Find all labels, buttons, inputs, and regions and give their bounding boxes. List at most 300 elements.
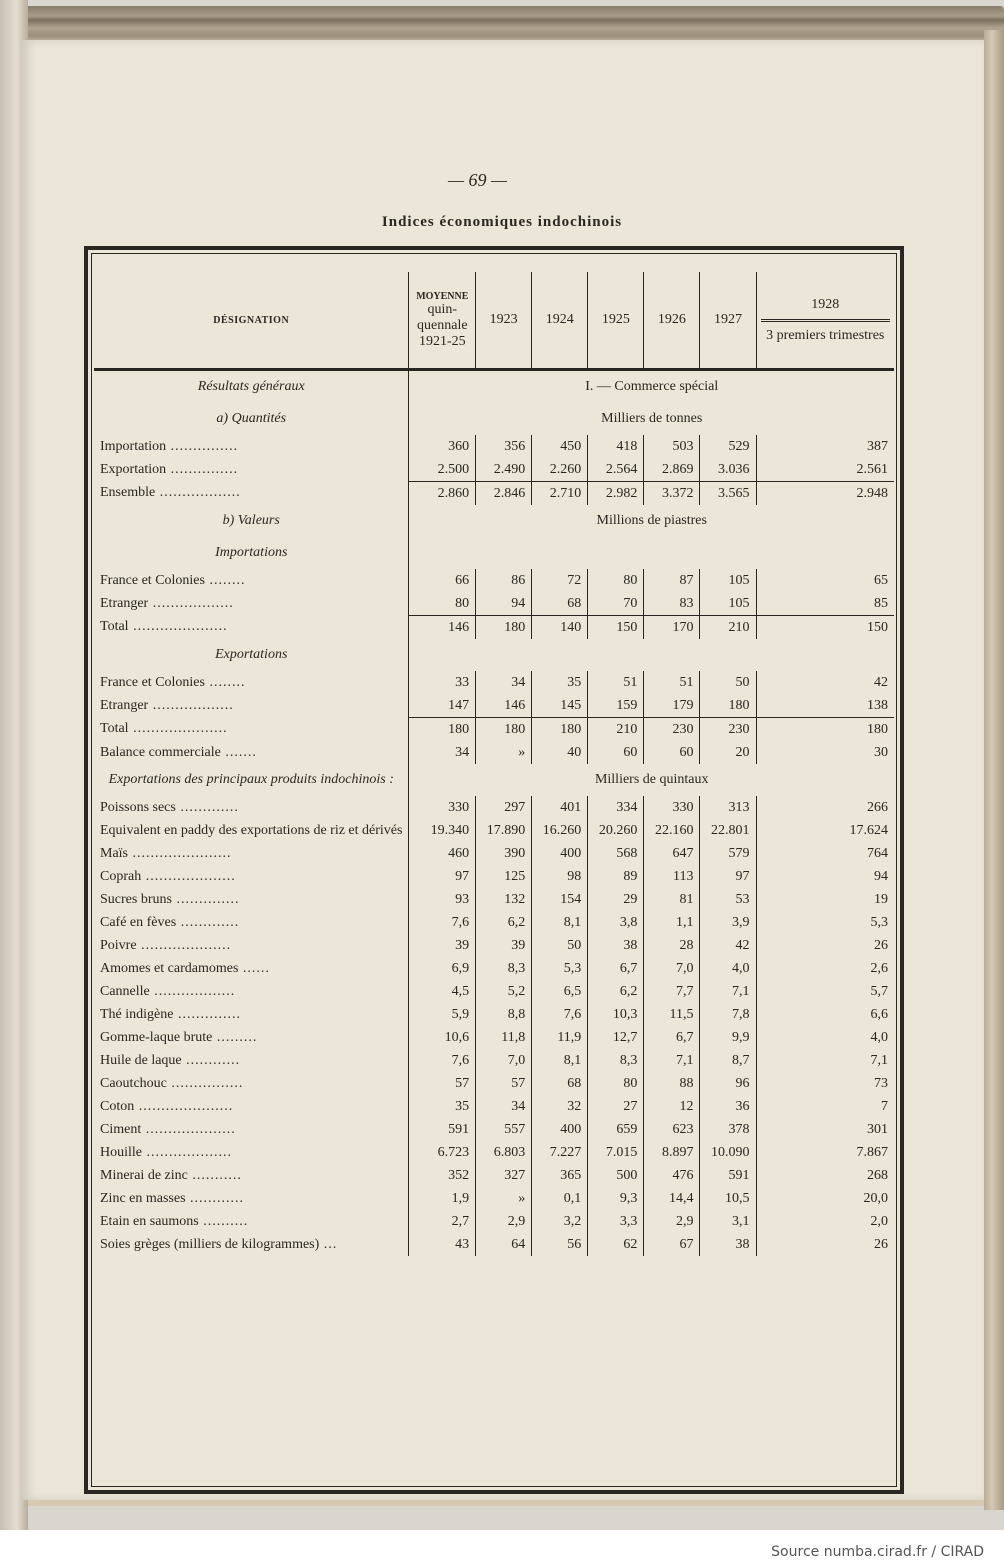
row-label: Etain en saumons .......... bbox=[100, 1213, 249, 1229]
cell-value: 80 bbox=[409, 592, 476, 616]
cell-value: 180 bbox=[532, 718, 588, 742]
cell-value: 140 bbox=[532, 616, 588, 640]
cell-value: 14,4 bbox=[644, 1187, 700, 1210]
dot-leader: ............ bbox=[185, 1190, 245, 1206]
section-label: Exportations des principaux produits indochinois : bbox=[108, 772, 394, 787]
cell-value: 57 bbox=[409, 1072, 476, 1095]
table-row bbox=[94, 616, 894, 640]
cell-value: 27 bbox=[588, 1095, 644, 1118]
cell-value: 50 bbox=[700, 671, 756, 694]
row-label: Equivalent en paddy des exportations de riz et dérivés bbox=[100, 822, 403, 838]
table-row bbox=[94, 694, 894, 718]
cell-value: 97 bbox=[700, 865, 756, 888]
table-row bbox=[94, 957, 894, 980]
cell-value: 330 bbox=[644, 796, 700, 819]
cell-value: 180 bbox=[756, 718, 894, 742]
table-row bbox=[94, 592, 894, 616]
row-label: Balance commerciale ....... bbox=[100, 744, 257, 760]
cell-value: 6,2 bbox=[476, 911, 532, 934]
table-row bbox=[94, 1210, 894, 1233]
cell-value: 401 bbox=[532, 796, 588, 819]
cell-value: 1,9 bbox=[409, 1187, 476, 1210]
dot-leader: .................... bbox=[141, 1121, 236, 1137]
table-row bbox=[94, 819, 894, 842]
table-row bbox=[94, 980, 894, 1003]
cell-value: 94 bbox=[476, 592, 532, 616]
row-label: Total ..................... bbox=[100, 619, 228, 635]
cell-value: 70 bbox=[588, 592, 644, 616]
cell-value: 6,9 bbox=[409, 957, 476, 980]
cell-value: 85 bbox=[756, 592, 894, 616]
cell-value: 62 bbox=[588, 1233, 644, 1256]
header-year: 1925 bbox=[588, 272, 644, 370]
cell-value: 7.867 bbox=[756, 1141, 894, 1164]
row-label: Coton ..................... bbox=[100, 1098, 234, 1114]
cell-value: 2.948 bbox=[756, 482, 894, 506]
cell-value: 72 bbox=[532, 569, 588, 592]
header-year: 1923 bbox=[476, 272, 532, 370]
cell-value: 17.624 bbox=[756, 819, 894, 842]
cell-value: 97 bbox=[409, 865, 476, 888]
cell-value: 73 bbox=[756, 1072, 894, 1095]
cell-value: 352 bbox=[409, 1164, 476, 1187]
row-label: Soies grèges (milliers de kilogrammes) ... bbox=[100, 1236, 338, 1252]
cell-value: 51 bbox=[588, 671, 644, 694]
cell-value: 180 bbox=[700, 694, 756, 718]
cell-value: 503 bbox=[644, 435, 700, 458]
cell-value: 659 bbox=[588, 1118, 644, 1141]
cell-value: 591 bbox=[700, 1164, 756, 1187]
cell-value: 50 bbox=[532, 934, 588, 957]
cell-value: 36 bbox=[700, 1095, 756, 1118]
cell-value: 150 bbox=[756, 616, 894, 640]
cell-value: 301 bbox=[756, 1118, 894, 1141]
cell-value: 65 bbox=[756, 569, 894, 592]
cell-value: 11,9 bbox=[532, 1026, 588, 1049]
dot-leader: ...................... bbox=[128, 845, 232, 861]
dot-leader: ............. bbox=[175, 799, 239, 815]
row-label: France et Colonies ........ bbox=[100, 572, 246, 588]
cell-value: 5,3 bbox=[532, 957, 588, 980]
table-row bbox=[94, 1095, 894, 1118]
cell-value: 12 bbox=[644, 1095, 700, 1118]
cell-value: 34 bbox=[409, 741, 476, 764]
cell-value: » bbox=[476, 741, 532, 764]
cell-value: 170 bbox=[644, 616, 700, 640]
cell-value: 8,7 bbox=[700, 1049, 756, 1072]
cell-value: 7,7 bbox=[644, 980, 700, 1003]
cell-value: 20.260 bbox=[588, 819, 644, 842]
row-label: Thé indigène .............. bbox=[100, 1006, 241, 1022]
section-heading: Millions de piastres bbox=[409, 505, 894, 537]
economic-indices-table bbox=[94, 272, 894, 1256]
header-1928-year: 1928 bbox=[761, 297, 890, 322]
header-row bbox=[94, 272, 894, 370]
cell-value: 2.260 bbox=[532, 458, 588, 482]
cell-value: 93 bbox=[409, 888, 476, 911]
row-label: Sucres bruns .............. bbox=[100, 891, 240, 907]
dot-leader: ........ bbox=[204, 572, 246, 588]
section-label: b) Valeurs bbox=[222, 513, 280, 528]
header-1928-note: 3 premiers trimestres bbox=[766, 327, 885, 343]
cell-value: 2.860 bbox=[409, 482, 476, 506]
cell-value: 66 bbox=[409, 569, 476, 592]
section-label: Importations bbox=[215, 545, 288, 560]
section-commerce bbox=[94, 370, 894, 404]
header-moyenne-l1: MOYENNE bbox=[416, 290, 469, 302]
cell-value: 51 bbox=[644, 671, 700, 694]
row-label: Exportation ............... bbox=[100, 461, 239, 477]
cell-value: 460 bbox=[409, 842, 476, 865]
table-row bbox=[94, 435, 894, 458]
row-label: Gomme-laque brute ......... bbox=[100, 1029, 258, 1045]
row-label: Etranger .................. bbox=[100, 697, 234, 713]
cell-value: 297 bbox=[476, 796, 532, 819]
cell-value: 35 bbox=[409, 1095, 476, 1118]
cell-value: 266 bbox=[756, 796, 894, 819]
cell-value: 5,7 bbox=[756, 980, 894, 1003]
cell-value: 2,9 bbox=[644, 1210, 700, 1233]
cell-value: 34 bbox=[476, 1095, 532, 1118]
cell-value: 67 bbox=[644, 1233, 700, 1256]
cell-value: 2.490 bbox=[476, 458, 532, 482]
cell-value: 98 bbox=[532, 865, 588, 888]
cell-value: 38 bbox=[700, 1233, 756, 1256]
cell-value: 30 bbox=[756, 741, 894, 764]
cell-value: 2.982 bbox=[588, 482, 644, 506]
dot-leader: .................. bbox=[155, 485, 241, 501]
cell-value: 12,7 bbox=[588, 1026, 644, 1049]
page-edge bbox=[984, 30, 1004, 1510]
row-label: Maïs ...................... bbox=[100, 845, 232, 861]
cell-value: 34 bbox=[476, 671, 532, 694]
section-quantites bbox=[94, 403, 894, 435]
dot-leader: ............. bbox=[176, 914, 240, 930]
cell-value: 4,5 bbox=[409, 980, 476, 1003]
cell-value: 568 bbox=[588, 842, 644, 865]
dot-leader: .............. bbox=[171, 891, 240, 907]
cell-value: 60 bbox=[644, 741, 700, 764]
cell-value: 33 bbox=[409, 671, 476, 694]
section-produits bbox=[94, 764, 894, 796]
cell-value: 623 bbox=[644, 1118, 700, 1141]
cell-value: 56 bbox=[532, 1233, 588, 1256]
cell-value: 159 bbox=[588, 694, 644, 718]
cell-value: 579 bbox=[700, 842, 756, 865]
cell-value: 89 bbox=[588, 865, 644, 888]
section-heading: I. — Commerce spécial bbox=[409, 370, 894, 404]
cell-value: 500 bbox=[588, 1164, 644, 1187]
cell-value: 132 bbox=[476, 888, 532, 911]
table-row bbox=[94, 796, 894, 819]
cell-value: 138 bbox=[756, 694, 894, 718]
cell-value: 81 bbox=[644, 888, 700, 911]
cell-value: 22.160 bbox=[644, 819, 700, 842]
cell-value: 0,1 bbox=[532, 1187, 588, 1210]
cell-value: 146 bbox=[476, 694, 532, 718]
cell-value: 2.500 bbox=[409, 458, 476, 482]
cell-value: 3,2 bbox=[532, 1210, 588, 1233]
cell-value: 26 bbox=[756, 1233, 894, 1256]
group-importations bbox=[94, 537, 894, 569]
cell-value: 94 bbox=[756, 865, 894, 888]
cell-value: 10,3 bbox=[588, 1003, 644, 1026]
cell-value: 60 bbox=[588, 741, 644, 764]
dot-leader: ...... bbox=[238, 960, 270, 976]
cell-value: 80 bbox=[588, 1072, 644, 1095]
cell-value: 22.801 bbox=[700, 819, 756, 842]
cell-value: 230 bbox=[644, 718, 700, 742]
cell-value: 230 bbox=[700, 718, 756, 742]
table-row bbox=[94, 934, 894, 957]
cell-value: 3.372 bbox=[644, 482, 700, 506]
cell-value: 8,8 bbox=[476, 1003, 532, 1026]
table-row bbox=[94, 1118, 894, 1141]
cell-value: 6,5 bbox=[532, 980, 588, 1003]
row-label: Poissons secs ............. bbox=[100, 799, 239, 815]
row-label: Total ..................... bbox=[100, 721, 228, 737]
cell-value: 7.227 bbox=[532, 1141, 588, 1164]
dot-leader: ... bbox=[319, 1236, 338, 1252]
cell-value: 313 bbox=[700, 796, 756, 819]
cell-value: 6,7 bbox=[644, 1026, 700, 1049]
cell-value: 57 bbox=[476, 1072, 532, 1095]
table-body bbox=[94, 370, 894, 1257]
table-row bbox=[94, 842, 894, 865]
cell-value: 591 bbox=[409, 1118, 476, 1141]
row-label: Amomes et cardamomes ...... bbox=[100, 960, 270, 976]
dot-leader: .............. bbox=[173, 1006, 241, 1022]
section-label: Exportations bbox=[215, 647, 288, 662]
cell-value: 10,5 bbox=[700, 1187, 756, 1210]
header-year: 1927 bbox=[700, 272, 756, 370]
cell-value: 83 bbox=[644, 592, 700, 616]
cell-value: 42 bbox=[756, 671, 894, 694]
cell-value: 53 bbox=[700, 888, 756, 911]
group-exportations bbox=[94, 639, 894, 671]
cell-value: 7,0 bbox=[644, 957, 700, 980]
cell-value: 29 bbox=[588, 888, 644, 911]
table-row bbox=[94, 741, 894, 764]
cell-value: 5,3 bbox=[756, 911, 894, 934]
cell-value: 8,3 bbox=[588, 1049, 644, 1072]
cell-value: 360 bbox=[409, 435, 476, 458]
dot-leader: ....... bbox=[220, 744, 257, 760]
row-label: Houille ................... bbox=[100, 1144, 232, 1160]
table-row bbox=[94, 1187, 894, 1210]
cell-value: 529 bbox=[700, 435, 756, 458]
table-row bbox=[94, 1003, 894, 1026]
cell-value: 365 bbox=[532, 1164, 588, 1187]
cell-value: 17.890 bbox=[476, 819, 532, 842]
cell-value: 268 bbox=[756, 1164, 894, 1187]
row-label: Huile de laque ............ bbox=[100, 1052, 241, 1068]
cell-value: 10,6 bbox=[409, 1026, 476, 1049]
table-row bbox=[94, 1164, 894, 1187]
cell-value: 3,8 bbox=[588, 911, 644, 934]
cell-value: 2.561 bbox=[756, 458, 894, 482]
cell-value: 3.565 bbox=[700, 482, 756, 506]
cell-value: 2.869 bbox=[644, 458, 700, 482]
cell-value: 180 bbox=[476, 718, 532, 742]
cell-value: 39 bbox=[409, 934, 476, 957]
cell-value: 557 bbox=[476, 1118, 532, 1141]
row-label: Ciment .................... bbox=[100, 1121, 236, 1137]
cell-value: 180 bbox=[409, 718, 476, 742]
cell-value: 9,3 bbox=[588, 1187, 644, 1210]
row-label: Minerai de zinc ........... bbox=[100, 1167, 242, 1183]
header-year: 1924 bbox=[532, 272, 588, 370]
cell-value: 7.015 bbox=[588, 1141, 644, 1164]
header-year: 1926 bbox=[644, 272, 700, 370]
row-label: Importation ............... bbox=[100, 438, 239, 454]
cell-value: 6,2 bbox=[588, 980, 644, 1003]
cell-value: 450 bbox=[532, 435, 588, 458]
cell-value: 42 bbox=[700, 934, 756, 957]
cell-value: 20,0 bbox=[756, 1187, 894, 1210]
cell-value: 418 bbox=[588, 435, 644, 458]
cell-value: » bbox=[476, 1187, 532, 1210]
row-label: Etranger .................. bbox=[100, 595, 234, 611]
dot-leader: ........ bbox=[204, 674, 246, 690]
cell-value: 113 bbox=[644, 865, 700, 888]
cell-value: 179 bbox=[644, 694, 700, 718]
cell-value: 387 bbox=[756, 435, 894, 458]
header-1928 bbox=[756, 272, 894, 370]
cell-value: 327 bbox=[476, 1164, 532, 1187]
cell-value: 5,2 bbox=[476, 980, 532, 1003]
cell-value: 3,9 bbox=[700, 911, 756, 934]
cell-value: 154 bbox=[532, 888, 588, 911]
header-moyenne bbox=[409, 272, 476, 370]
section-label: Résultats généraux bbox=[197, 379, 305, 394]
cell-value: 96 bbox=[700, 1072, 756, 1095]
cell-value: 43 bbox=[409, 1233, 476, 1256]
dot-leader: ......... bbox=[212, 1029, 258, 1045]
cell-value: 26 bbox=[756, 934, 894, 957]
cell-value: 19 bbox=[756, 888, 894, 911]
cell-value: 3,3 bbox=[588, 1210, 644, 1233]
cell-value: 334 bbox=[588, 796, 644, 819]
cell-value: 7,1 bbox=[644, 1049, 700, 1072]
table-row bbox=[94, 888, 894, 911]
cell-value: 8,1 bbox=[532, 911, 588, 934]
cell-value: 6,7 bbox=[588, 957, 644, 980]
table-row bbox=[94, 458, 894, 482]
cell-value: 19.340 bbox=[409, 819, 476, 842]
section-valeurs bbox=[94, 505, 894, 537]
dot-leader: ..................... bbox=[128, 721, 228, 737]
cell-value: 8.897 bbox=[644, 1141, 700, 1164]
cell-value: 32 bbox=[532, 1095, 588, 1118]
table-row bbox=[94, 718, 894, 742]
dot-leader: ................ bbox=[166, 1075, 244, 1091]
page-number: — 69 — bbox=[448, 170, 508, 190]
cell-value: 5,9 bbox=[409, 1003, 476, 1026]
cell-value: 146 bbox=[409, 616, 476, 640]
cell-value: 2,9 bbox=[476, 1210, 532, 1233]
cell-value: 4,0 bbox=[756, 1026, 894, 1049]
cell-value: 6.723 bbox=[409, 1141, 476, 1164]
cell-value: 210 bbox=[700, 616, 756, 640]
row-label: Café en fèves ............. bbox=[100, 914, 240, 930]
dot-leader: ................... bbox=[142, 1144, 232, 1160]
cell-value: 16.260 bbox=[532, 819, 588, 842]
cell-value: 647 bbox=[644, 842, 700, 865]
table-frame bbox=[84, 246, 904, 1494]
section-heading bbox=[409, 639, 894, 671]
cell-value: 2,7 bbox=[409, 1210, 476, 1233]
header-moyenne-l3: quennale bbox=[417, 317, 468, 333]
cell-value: 7,1 bbox=[756, 1049, 894, 1072]
cell-value: 400 bbox=[532, 842, 588, 865]
dot-leader: ............ bbox=[181, 1052, 241, 1068]
page-title: Indices économiques indochinois bbox=[381, 214, 623, 230]
cell-value: 8,1 bbox=[532, 1049, 588, 1072]
cell-value: 764 bbox=[756, 842, 894, 865]
row-label: Ensemble .................. bbox=[100, 485, 241, 501]
dot-leader: ........... bbox=[187, 1167, 242, 1183]
header-moyenne-l4: 1921-25 bbox=[418, 333, 466, 349]
table-row bbox=[94, 1049, 894, 1072]
cell-value: 7,6 bbox=[409, 911, 476, 934]
cell-value: 80 bbox=[588, 569, 644, 592]
header-moyenne-l2: quin- bbox=[427, 301, 458, 317]
row-label: Caoutchouc ................ bbox=[100, 1075, 244, 1091]
row-label: Coprah .................... bbox=[100, 868, 236, 884]
cell-value: 1,1 bbox=[644, 911, 700, 934]
cell-value: 68 bbox=[532, 1072, 588, 1095]
cell-value: 7,1 bbox=[700, 980, 756, 1003]
cell-value: 7,6 bbox=[532, 1003, 588, 1026]
cell-value: 11,5 bbox=[644, 1003, 700, 1026]
cell-value: 7 bbox=[756, 1095, 894, 1118]
row-label: Poivre .................... bbox=[100, 937, 232, 953]
dot-leader: .................. bbox=[148, 697, 234, 713]
row-label: Cannelle .................. bbox=[100, 983, 236, 999]
section-heading: Milliers de quintaux bbox=[409, 764, 894, 796]
dot-leader: ............... bbox=[166, 461, 239, 477]
cell-value: 20 bbox=[700, 741, 756, 764]
cell-value: 210 bbox=[588, 718, 644, 742]
cell-value: 356 bbox=[476, 435, 532, 458]
cell-value: 28 bbox=[644, 934, 700, 957]
row-label: France et Colonies ........ bbox=[100, 674, 246, 690]
cell-value: 64 bbox=[476, 1233, 532, 1256]
dot-leader: ..................... bbox=[134, 1098, 234, 1114]
dot-leader: ............... bbox=[166, 438, 239, 454]
cell-value: 68 bbox=[532, 592, 588, 616]
section-label: a) Quantités bbox=[216, 411, 287, 426]
cell-value: 9,9 bbox=[700, 1026, 756, 1049]
header-designation: DÉSIGNATION bbox=[94, 272, 409, 370]
table-row bbox=[94, 1233, 894, 1256]
dot-leader: ..................... bbox=[128, 619, 228, 635]
table-row bbox=[94, 1026, 894, 1049]
cell-value: 35 bbox=[532, 671, 588, 694]
cell-value: 38 bbox=[588, 934, 644, 957]
cell-value: 150 bbox=[588, 616, 644, 640]
cell-value: 105 bbox=[700, 592, 756, 616]
cell-value: 105 bbox=[700, 569, 756, 592]
cell-value: 147 bbox=[409, 694, 476, 718]
cell-value: 40 bbox=[532, 741, 588, 764]
dot-leader: .................... bbox=[136, 937, 232, 953]
cell-value: 4,0 bbox=[700, 957, 756, 980]
table-row bbox=[94, 569, 894, 592]
cell-value: 39 bbox=[476, 934, 532, 957]
row-label: Zinc en masses ............ bbox=[100, 1190, 245, 1206]
